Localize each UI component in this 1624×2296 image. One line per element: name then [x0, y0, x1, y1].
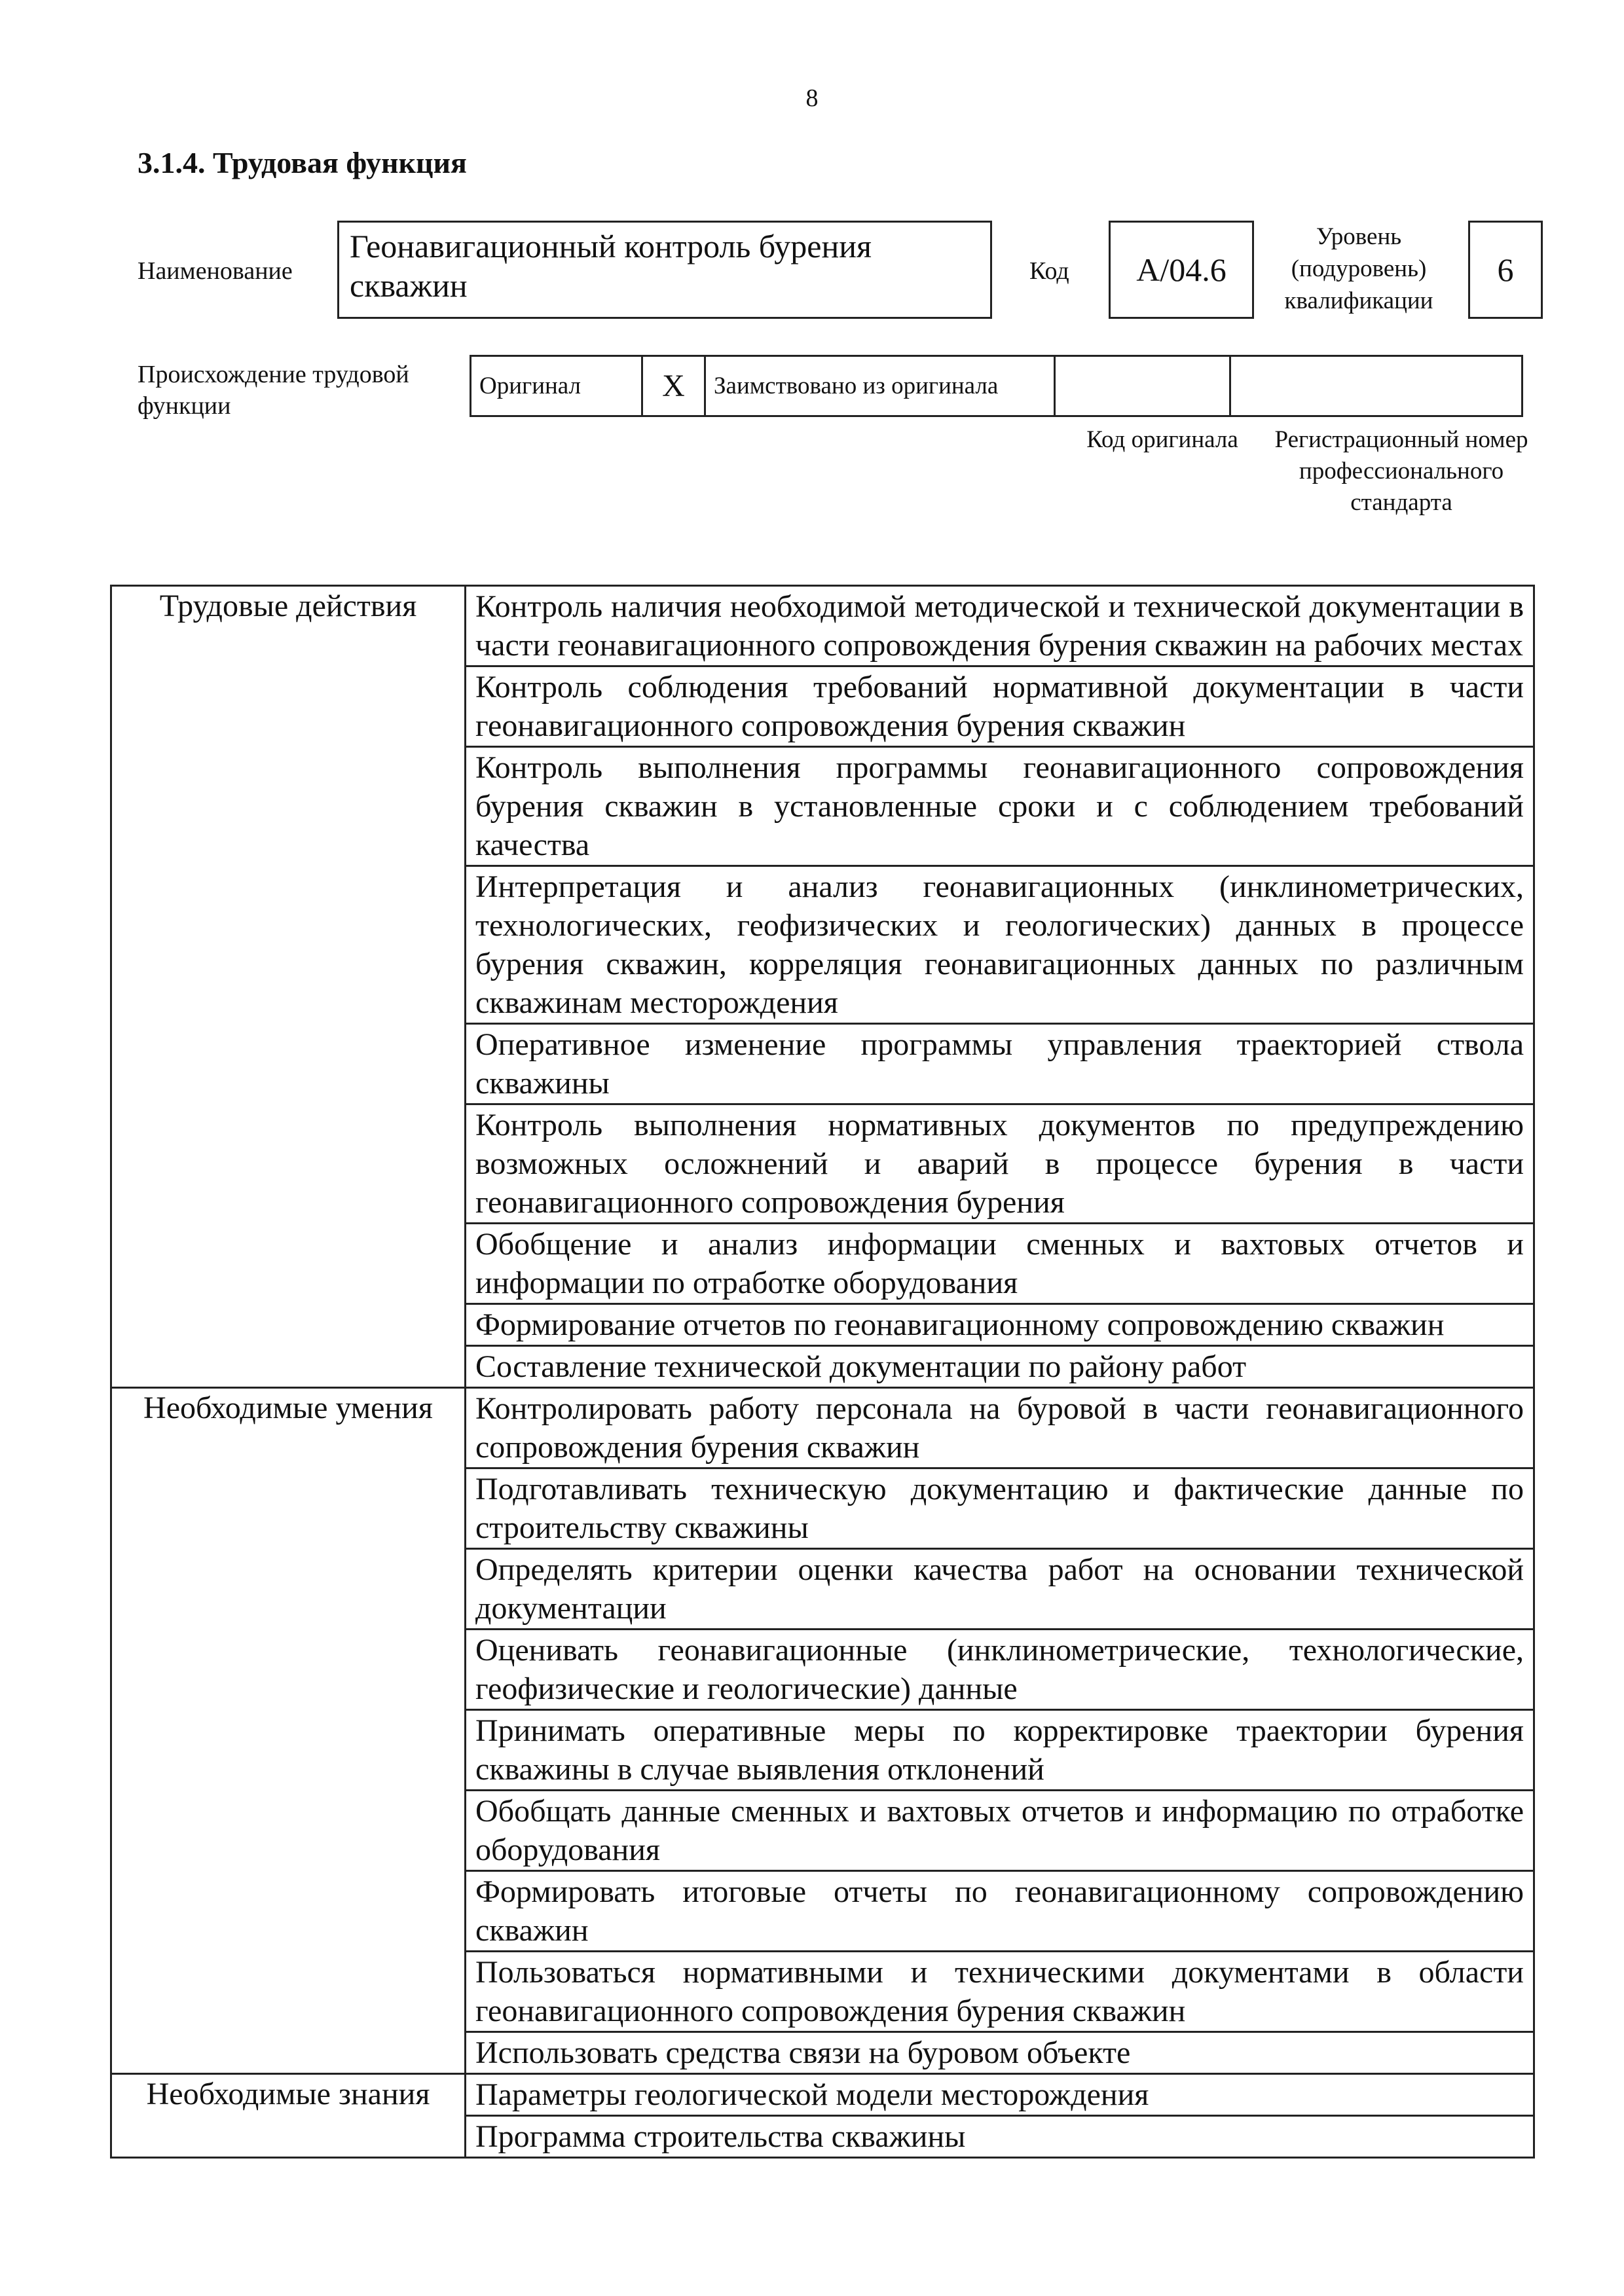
list-item: Контроль выполнения нормативных документов по предупреждению возможных осложнений и аварий в процессе бурения в части геонавигационного сопровождения бурения [466, 1104, 1534, 1224]
skills-title: Необходимые умения [111, 1388, 466, 2074]
list-item: Контроль наличия необходимой методической и технической документации в части геонавигационного сопровождения бурения скважин на рабочих местах [466, 586, 1534, 666]
original-mark: X [642, 356, 705, 416]
original-label: Оригинал [471, 356, 642, 416]
reg-number-label: Регистрационный номер профессионального стандарта [1274, 426, 1528, 516]
list-item: Параметры геологической модели месторождения [466, 2074, 1534, 2116]
list-item: Формировать итоговые отчеты по геонавигационному сопровождению скважин [466, 1871, 1534, 1952]
list-item: Обобщение и анализ информации сменных и вахтовых отчетов и информации по отработке оборудования [466, 1224, 1534, 1304]
name-value: Геонавигационный контроль бурения скважин [337, 221, 992, 319]
list-item: Программа строительства скважины [466, 2116, 1534, 2158]
original-code-cell [1055, 356, 1230, 416]
code-value: А/04.6 [1109, 221, 1254, 319]
table-row [111, 2074, 1534, 2116]
list-item: Интерпретация и анализ геонавигационных (инклинометрических, технологических, геофизических и геологических) данных в процессе бурения скважин, корреляция геонавигационных данных по различным скважинам месторождения [466, 866, 1534, 1024]
page-number: 8 [805, 84, 819, 112]
qualification-level-label: Уровень (подуровень) квалификации [1284, 223, 1433, 314]
name-label: Наименование [138, 257, 293, 285]
function-table [110, 585, 1535, 2159]
list-item: Подготавливать техническую документацию и фактические данные по строительству скважины [466, 1468, 1534, 1549]
knowledge-title: Необходимые знания [111, 2074, 466, 2158]
qualification-level-value: 6 [1468, 221, 1543, 319]
list-item: Оперативное изменение программы управления траекторией ствола скважины [466, 1024, 1534, 1104]
list-item: Контроль соблюдения требований нормативной документации в части геонавигационного сопровождения бурения скважин [466, 666, 1534, 747]
list-item: Контроль выполнения программы геонавигационного сопровождения бурения скважин в установленные сроки и с соблюдением требований качества [466, 747, 1534, 866]
list-item: Оценивать геонавигационные (инклинометрические, технологические, геофизические и геологические) данные [466, 1630, 1534, 1710]
list-item: Использовать средства связи на буровом объекте [466, 2032, 1534, 2074]
table-row [111, 586, 1534, 666]
original-code-label: Код оригинала [1086, 426, 1238, 453]
list-item: Формирование отчетов по геонавигационному сопровождению скважин [466, 1304, 1534, 1346]
list-item: Контролировать работу персонала на буровой в части геонавигационного сопровождения бурения скважин [466, 1388, 1534, 1468]
code-label: Код [1029, 257, 1069, 285]
list-item: Принимать оперативные меры по корректировке траектории бурения скважины в случае выявления отклонений [466, 1710, 1534, 1791]
reg-number-cell [1230, 356, 1522, 416]
origin-label: Происхождение трудовой функции [138, 361, 409, 420]
list-item: Пользоваться нормативными и техническими документами в области геонавигационного сопровождения бурения скважин [466, 1952, 1534, 2032]
labor-actions-title: Трудовые действия [111, 586, 466, 1388]
list-item: Обобщать данные сменных и вахтовых отчетов и информацию по отработке оборудования [466, 1791, 1534, 1871]
borrowed-label: Заимствовано из оригинала [705, 356, 1055, 416]
table-row [111, 1388, 1534, 1468]
origin-table [470, 355, 1523, 417]
list-item: Составление технической документации по району работ [466, 1346, 1534, 1388]
section-title: 3.1.4. Трудовая функция [138, 146, 467, 179]
list-item: Определять критерии оценки качества работ на основании технической документации [466, 1549, 1534, 1630]
